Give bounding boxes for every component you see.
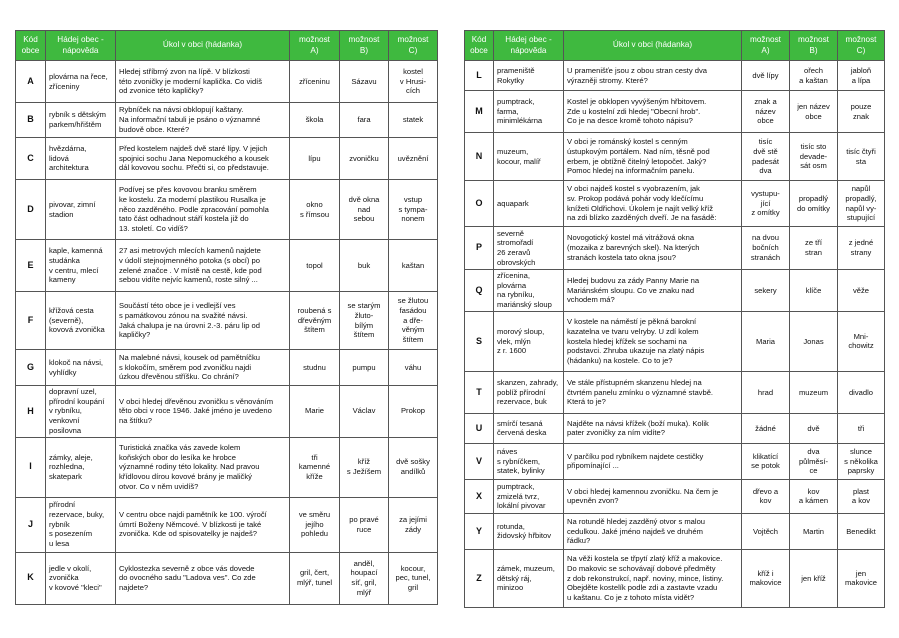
hint-cell: aquapark xyxy=(494,181,564,227)
option-b-cell: dvě okna nad sebou xyxy=(340,180,389,240)
task-cell: V obci hledej kamennou zvoničku. Na čem je upevněn zvon? xyxy=(564,479,742,513)
village-code: E xyxy=(16,240,46,292)
option-a-cell: Marie xyxy=(290,386,340,438)
village-code: X xyxy=(465,479,494,513)
task-cell: V centru obce najdi pamětník ke 100. výročí úmrtí Boženy Němcové. V blízkosti je také zvonička. Kde od spisovatelky je najdeš? xyxy=(116,497,290,552)
hint-cell: dopravní uzel, přírodní koupání v rybníku, venkovní posilovna xyxy=(46,386,116,438)
table-row xyxy=(465,227,885,270)
option-a-cell: studnu xyxy=(290,350,340,386)
header-option-c: možnost C) xyxy=(838,31,885,61)
option-a-cell: sekery xyxy=(742,270,790,312)
header-row xyxy=(465,31,885,61)
hint-cell: skanzen, zahrady, poblíž přírodní rezervace, buk xyxy=(494,371,564,413)
option-a-cell: znak a název obce xyxy=(742,91,790,133)
header-code: Kód obce xyxy=(16,31,46,61)
puzzle-table-right xyxy=(464,30,885,608)
hint-cell: rybník s dětským parkem/hřištěm xyxy=(46,103,116,138)
option-c-cell: pouze znak xyxy=(838,91,885,133)
table-row xyxy=(465,479,885,513)
task-cell: U pramenišťe jsou z obou stran cesty dva výrazněji stromy. Které? xyxy=(564,61,742,91)
option-b-cell: buk xyxy=(340,240,389,292)
option-c-cell: kostel v Hrusi- cích xyxy=(389,61,438,103)
task-cell: Na rotundě hledej zazděný otvor s malou cedulkou. Jaké jméno najdeš ve druhém řádku? xyxy=(564,513,742,549)
option-a-cell: tři kamenné kříže xyxy=(290,437,340,497)
task-cell: V obci je románský kostel s cenným ústupkovým portálem. Nad ním, těsně pod erbem, je obtížně čitelný letopočet. Jaký? Pomoc hledej na informačním panelu. xyxy=(564,133,742,181)
option-c-cell: jen makovice xyxy=(838,549,885,607)
header-row xyxy=(16,31,438,61)
task-cell: V obci najdeš kostel s vyobrazením, jak sv. Prokop podává pohár vody klečícímu knížeti Oldřichovi. Úkolem je najít velký kříž na zdi blízko zazděných dveří. Je na fasádě: xyxy=(564,181,742,227)
table-row xyxy=(16,386,438,438)
option-a-cell: škola xyxy=(290,103,340,138)
table-row xyxy=(465,513,885,549)
task-cell: Novogotický kostel má vitrážová okna (mozaika z barevných skel). Na kterých stranách kostela tato okna jsou? xyxy=(564,227,742,270)
table-row xyxy=(465,311,885,371)
option-b-cell: pumpu xyxy=(340,350,389,386)
option-b-cell: kov a kámen xyxy=(790,479,838,513)
hint-cell: muzeum, kocour, malíř xyxy=(494,133,564,181)
option-b-cell: anděl, houpací síť, gril, mlýř xyxy=(340,552,389,604)
option-b-cell: dvě xyxy=(790,413,838,443)
hint-cell: přírodní rezervace, buky, rybník s posezením u lesa xyxy=(46,497,116,552)
option-b-cell: Václav xyxy=(340,386,389,438)
hint-cell: morový sloup, vlek, mlýn z r. 1600 xyxy=(494,311,564,371)
hint-cell: pumptrack, farma, minimlékárna xyxy=(494,91,564,133)
table-row xyxy=(16,292,438,350)
task-cell: Turistická značka vás zavede kolem koňských obor do lesíka ke hrobce významné rodiny této lokality. Nad pravou křídlovou dírou kovové brány je maličký otvor. Co v něm uvidíš? xyxy=(116,437,290,497)
village-code: I xyxy=(16,437,46,497)
task-cell: V parčíku pod rybníkem najdete cestičky připomínající ... xyxy=(564,443,742,479)
header-option-b: možnost B) xyxy=(340,31,389,61)
option-c-cell: kaštan xyxy=(389,240,438,292)
option-b-cell: Jonas xyxy=(790,311,838,371)
option-b-cell: ořech a kaštan xyxy=(790,61,838,91)
option-c-cell: plast a kov xyxy=(838,479,885,513)
hint-cell: pumptrack, zmizelá tvrz, lokální pivovar xyxy=(494,479,564,513)
task-cell: Cyklostezka severně z obce vás dovede do ovocného sadu "Ladova ves". Co zde najdete? xyxy=(116,552,290,604)
header-hint: Hádej obec - nápověda xyxy=(494,31,564,61)
village-code: L xyxy=(465,61,494,91)
option-c-cell: Mni- chowitz xyxy=(838,311,885,371)
village-code: Y xyxy=(465,513,494,549)
task-cell: 27 asi metrových mlecích kamenů najdete v údolí stejnojmenného potoka (s obcí) po zelené značce . V místě na cestě, kde pod sebou vidíte nejvíc kamenů, roste silný ... xyxy=(116,240,290,292)
task-cell: Najděte na návsi křížek (boží muka). Kolik pater zvoničky za ním vidíte? xyxy=(564,413,742,443)
table-row xyxy=(16,103,438,138)
task-cell: Podívej se přes kovovou branku směrem ke kostelu. Za moderní plastikou Rusalka je něco zazděného. Podle zpracování pomohla tato část odhadnout stáří kostela již do 13. století. Co vidíš? xyxy=(116,180,290,240)
task-cell: V obci hledej dřevěnou zvoničku s věnováním těto obci v roce 1946. Jaké jméno je uvedeno na štítku? xyxy=(116,386,290,438)
option-b-cell: jen název obce xyxy=(790,91,838,133)
option-a-cell: klikatící se potok xyxy=(742,443,790,479)
table-row xyxy=(465,91,885,133)
option-a-cell: tisíc dvě stě padesát dva xyxy=(742,133,790,181)
option-c-cell: jabloň a lípa xyxy=(838,61,885,91)
task-cell: V kostele na náměstí je pěkná barokní kazatelna ve tvaru velryby. U zdí kolem kostela hledej křížek se sochami na podstavci. Zhruba ukazuje na zlatý nápis (hádanku) na kostele. Co to je? xyxy=(564,311,742,371)
task-cell: Na malebné návsi, kousek od pamětníčku s klokočím, směrem pod zvoničku najdi úzkou dřevěnou stříšku. Co chrání? xyxy=(116,350,290,386)
village-code: B xyxy=(16,103,46,138)
village-code: Q xyxy=(465,270,494,312)
village-code: U xyxy=(465,413,494,443)
table-row xyxy=(465,549,885,607)
table-row xyxy=(16,437,438,497)
option-a-cell: topol xyxy=(290,240,340,292)
task-cell: Na věži kostela se třpytí zlatý kříž a makovice. Do makovic se schovávají dobové předměty z dob rekonstrukcí, např. noviny, mince, listiny. Obejděte kostelík podle zdi a zastavte vzadu u kaštanu. Co je z tohoto místa vidět? xyxy=(564,549,742,607)
task-cell: Před kostelem najdeš dvě staré lípy. V jejich spojnici sochu Jana Nepomuckého a kousek dál kovovou sochu. Přečti si, co představuje. xyxy=(116,138,290,180)
option-a-cell: okno s římsou xyxy=(290,180,340,240)
table-row xyxy=(465,371,885,413)
village-code: K xyxy=(16,552,46,604)
table-row xyxy=(16,180,438,240)
table-row xyxy=(465,413,885,443)
option-b-cell: kříž s Ježíšem xyxy=(340,437,389,497)
option-c-cell: uvěznění xyxy=(389,138,438,180)
hint-cell: zámek, muzeum, dětský ráj, minizoo xyxy=(494,549,564,607)
option-a-cell: roubená s dřevěným štítem xyxy=(290,292,340,350)
village-code: D xyxy=(16,180,46,240)
option-b-cell: muzeum xyxy=(790,371,838,413)
header-hint: Hádej obec - nápověda xyxy=(46,31,116,61)
header-option-b: možnost B) xyxy=(790,31,838,61)
option-c-cell: divadlo xyxy=(838,371,885,413)
table-row xyxy=(16,138,438,180)
option-c-cell: dvě sošky andílků xyxy=(389,437,438,497)
village-code: F xyxy=(16,292,46,350)
village-code: C xyxy=(16,138,46,180)
option-c-cell: se žlutou fasádou a dře- věným štítem xyxy=(389,292,438,350)
hint-cell: smírčí tesaná červená deska xyxy=(494,413,564,443)
puzzle-table-left xyxy=(15,30,438,605)
option-a-cell: dvě lípy xyxy=(742,61,790,91)
hint-cell: klokoč na návsi, vyhlídky xyxy=(46,350,116,386)
option-b-cell: ze tří stran xyxy=(790,227,838,270)
village-code: H xyxy=(16,386,46,438)
header-task: Úkol v obci (hádanka) xyxy=(116,31,290,61)
option-b-cell: klíče xyxy=(790,270,838,312)
task-cell: Kostel je obklopen vyvýšeným hřbitovem. Zde u kostelní zdi hledej "Obecní hrob". Co je na desce kromě tohoto nápisu? xyxy=(564,91,742,133)
option-c-cell: Benedikt xyxy=(838,513,885,549)
village-code: O xyxy=(465,181,494,227)
table-row xyxy=(16,497,438,552)
header-option-a: možnost A) xyxy=(742,31,790,61)
hint-cell: kaple, kamenná studánka v centru, mlecí kameny xyxy=(46,240,116,292)
option-a-cell: ve směru jejího pohledu xyxy=(290,497,340,552)
hint-cell: plovárna na řece, zříceniny xyxy=(46,61,116,103)
village-code: T xyxy=(465,371,494,413)
option-a-cell: žádné xyxy=(742,413,790,443)
option-a-cell: Maria xyxy=(742,311,790,371)
hint-cell: zřícenina, plovárna na rybníku, mariánský sloup xyxy=(494,270,564,312)
option-a-cell: na dvou bočních stranách xyxy=(742,227,790,270)
task-cell: Součástí této obce je i vedlejší ves s památkovou zónou na svažité návsi. Jaká chalupa je na úrovni 2.-3. páru lip od kapličky? xyxy=(116,292,290,350)
option-b-cell: Martin xyxy=(790,513,838,549)
option-a-cell: lípu xyxy=(290,138,340,180)
header-option-a: možnost A) xyxy=(290,31,340,61)
table-row xyxy=(465,61,885,91)
hint-cell: hvězdárna, lidová architektura xyxy=(46,138,116,180)
option-b-cell: se starým žluto- bílým štítem xyxy=(340,292,389,350)
hint-cell: rotunda, židovský hřbitov xyxy=(494,513,564,549)
village-code: Z xyxy=(465,549,494,607)
option-a-cell: Vojtěch xyxy=(742,513,790,549)
table-row xyxy=(465,133,885,181)
option-c-cell: Prokop xyxy=(389,386,438,438)
village-code: A xyxy=(16,61,46,103)
table-row xyxy=(16,350,438,386)
option-b-cell: propadlý do omítky xyxy=(790,181,838,227)
village-code: S xyxy=(465,311,494,371)
table-row xyxy=(16,240,438,292)
option-b-cell: tisíc sto devade- sát osm xyxy=(790,133,838,181)
table-row xyxy=(465,181,885,227)
hint-cell: náves s rybníčkem, statek, bylinky xyxy=(494,443,564,479)
option-b-cell: fara xyxy=(340,103,389,138)
village-code: M xyxy=(465,91,494,133)
option-c-cell: věže xyxy=(838,270,885,312)
option-a-cell: dřevo a kov xyxy=(742,479,790,513)
task-cell: Hledej budovu za zády Panny Marie na Mariánském sloupu. Co ve znaku nad vchodem má? xyxy=(564,270,742,312)
hint-cell: severně stromořadí 26 zeravů obrovských xyxy=(494,227,564,270)
option-a-cell: zříceninu xyxy=(290,61,340,103)
option-c-cell: slunce s několika paprsky xyxy=(838,443,885,479)
hint-cell: pivovar, zimní stadion xyxy=(46,180,116,240)
header-task: Úkol v obci (hádanka) xyxy=(564,31,742,61)
option-b-cell: po pravé ruce xyxy=(340,497,389,552)
hint-cell: prameniště Rokytky xyxy=(494,61,564,91)
table-row xyxy=(465,443,885,479)
option-b-cell: zvoničku xyxy=(340,138,389,180)
option-c-cell: statek xyxy=(389,103,438,138)
option-c-cell: vstup s tympa- nonem xyxy=(389,180,438,240)
option-b-cell: dva půlměsí- ce xyxy=(790,443,838,479)
option-b-cell: Sázavu xyxy=(340,61,389,103)
header-code: Kód obce xyxy=(465,31,494,61)
table-row xyxy=(16,552,438,604)
village-code: J xyxy=(16,497,46,552)
task-cell: Rybníček na návsi obklopují kaštany. Na informační tabuli je psáno o významné budově obce. Které? xyxy=(116,103,290,138)
village-code: V xyxy=(465,443,494,479)
option-a-cell: vystupu- jící z omítky xyxy=(742,181,790,227)
task-cell: Hledej stříbrný zvon na lípě. V blízkosti této zvoničky je moderní kaplička. Co vidíš od zvonice této kapličky? xyxy=(116,61,290,103)
option-c-cell: napůl propadlý, napůl vy- stupující xyxy=(838,181,885,227)
table-row xyxy=(16,61,438,103)
option-c-cell: za jejími zády xyxy=(389,497,438,552)
option-c-cell: z jedné strany xyxy=(838,227,885,270)
village-code: N xyxy=(465,133,494,181)
hint-cell: zámky, aleje, rozhledna, skatepark xyxy=(46,437,116,497)
option-a-cell: hrad xyxy=(742,371,790,413)
option-a-cell: gril, čert, mlýř, tunel xyxy=(290,552,340,604)
option-c-cell: váhu xyxy=(389,350,438,386)
village-code: P xyxy=(465,227,494,270)
table-row xyxy=(465,270,885,312)
village-code: G xyxy=(16,350,46,386)
hint-cell: jedle v okolí, zvonička v kovové "kleci" xyxy=(46,552,116,604)
option-c-cell: tisíc čtyři sta xyxy=(838,133,885,181)
option-b-cell: jen kříž xyxy=(790,549,838,607)
option-a-cell: kříž i makovice xyxy=(742,549,790,607)
hint-cell: křížová cesta (severně), kovová zvonička xyxy=(46,292,116,350)
task-cell: Ve stále přístupném skanzenu hledej na čtvrtém panelu zmínku o významné stavbě. Která to je? xyxy=(564,371,742,413)
option-c-cell: kocour, pec, tunel, gril xyxy=(389,552,438,604)
header-option-c: možnost C) xyxy=(389,31,438,61)
option-c-cell: tři xyxy=(838,413,885,443)
